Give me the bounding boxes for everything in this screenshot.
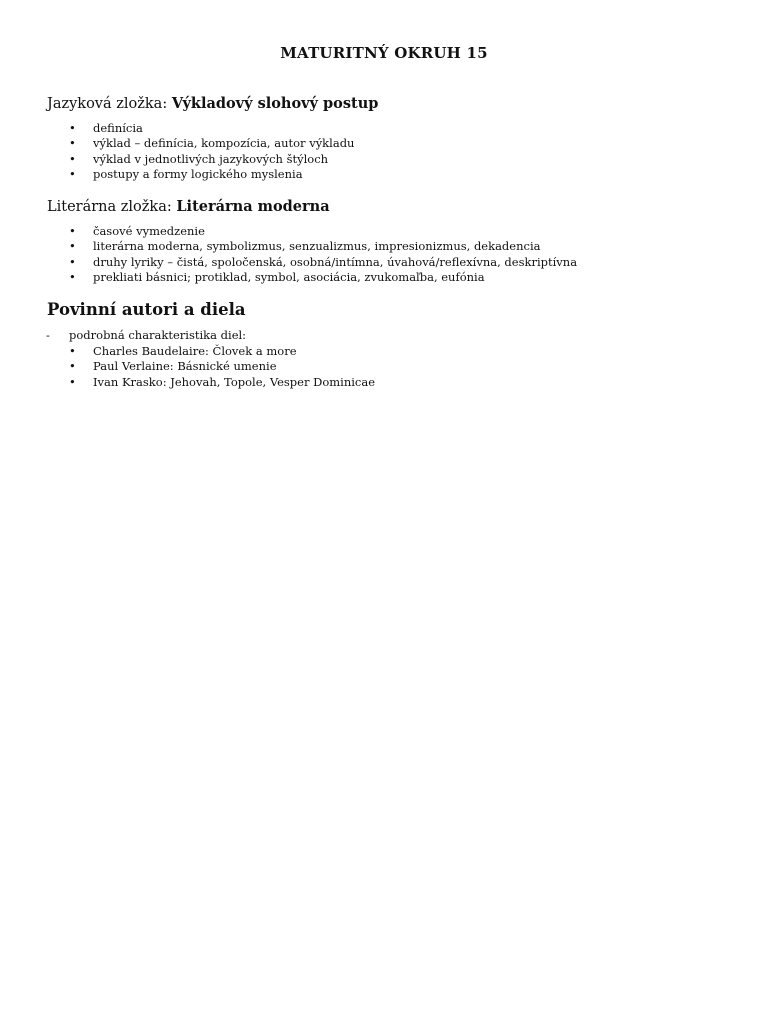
dash-marker: - [46, 328, 50, 342]
list-item: • Charles Baudelaire: Človek a more [0, 344, 375, 359]
list-item: • výklad v jednotlivých jazykových štýloch [0, 152, 354, 167]
page-title: MATURITNÝ OKRUH 15 [280, 44, 488, 62]
section-topic: Literárna moderna [176, 198, 330, 215]
required-authors-heading: Povinní autori a diela [47, 300, 246, 319]
works-list [0, 344, 375, 390]
list-item: • časové vymedzenie [0, 224, 577, 239]
list-item: • definícia [0, 121, 354, 136]
literature-topics-list [0, 224, 577, 286]
section-heading-literature [47, 198, 330, 215]
section-topic: Výkladový slohový postup [171, 95, 379, 112]
list-item: • prekliati básnici; protiklad, symbol, asociácia, zvukomaľba, eufónia [0, 270, 577, 285]
list-item: • literárna moderna, symbolizmus, senzualizmus, impresionizmus, dekadencia [0, 239, 577, 254]
list-item: • Ivan Krasko: Jehovah, Topole, Vesper Dominicae [0, 375, 375, 390]
language-topics-list [0, 121, 354, 183]
section-label: Jazyková zložka: [47, 96, 168, 112]
list-item: • výklad – definícia, kompozícia, autor výkladu [0, 136, 354, 151]
section-heading-language [47, 95, 378, 112]
works-description-text: podrobná charakteristika diel: [69, 328, 247, 342]
list-item: • Paul Verlaine: Básnické umenie [0, 359, 375, 374]
list-item: • postupy a formy logického myslenia [0, 167, 354, 182]
list-item: • druhy lyriky – čistá, spoločenská, osobná/intímna, úvahová/reflexívna, deskriptívna [0, 255, 577, 270]
section-label: Literárna zložka: [47, 199, 172, 215]
